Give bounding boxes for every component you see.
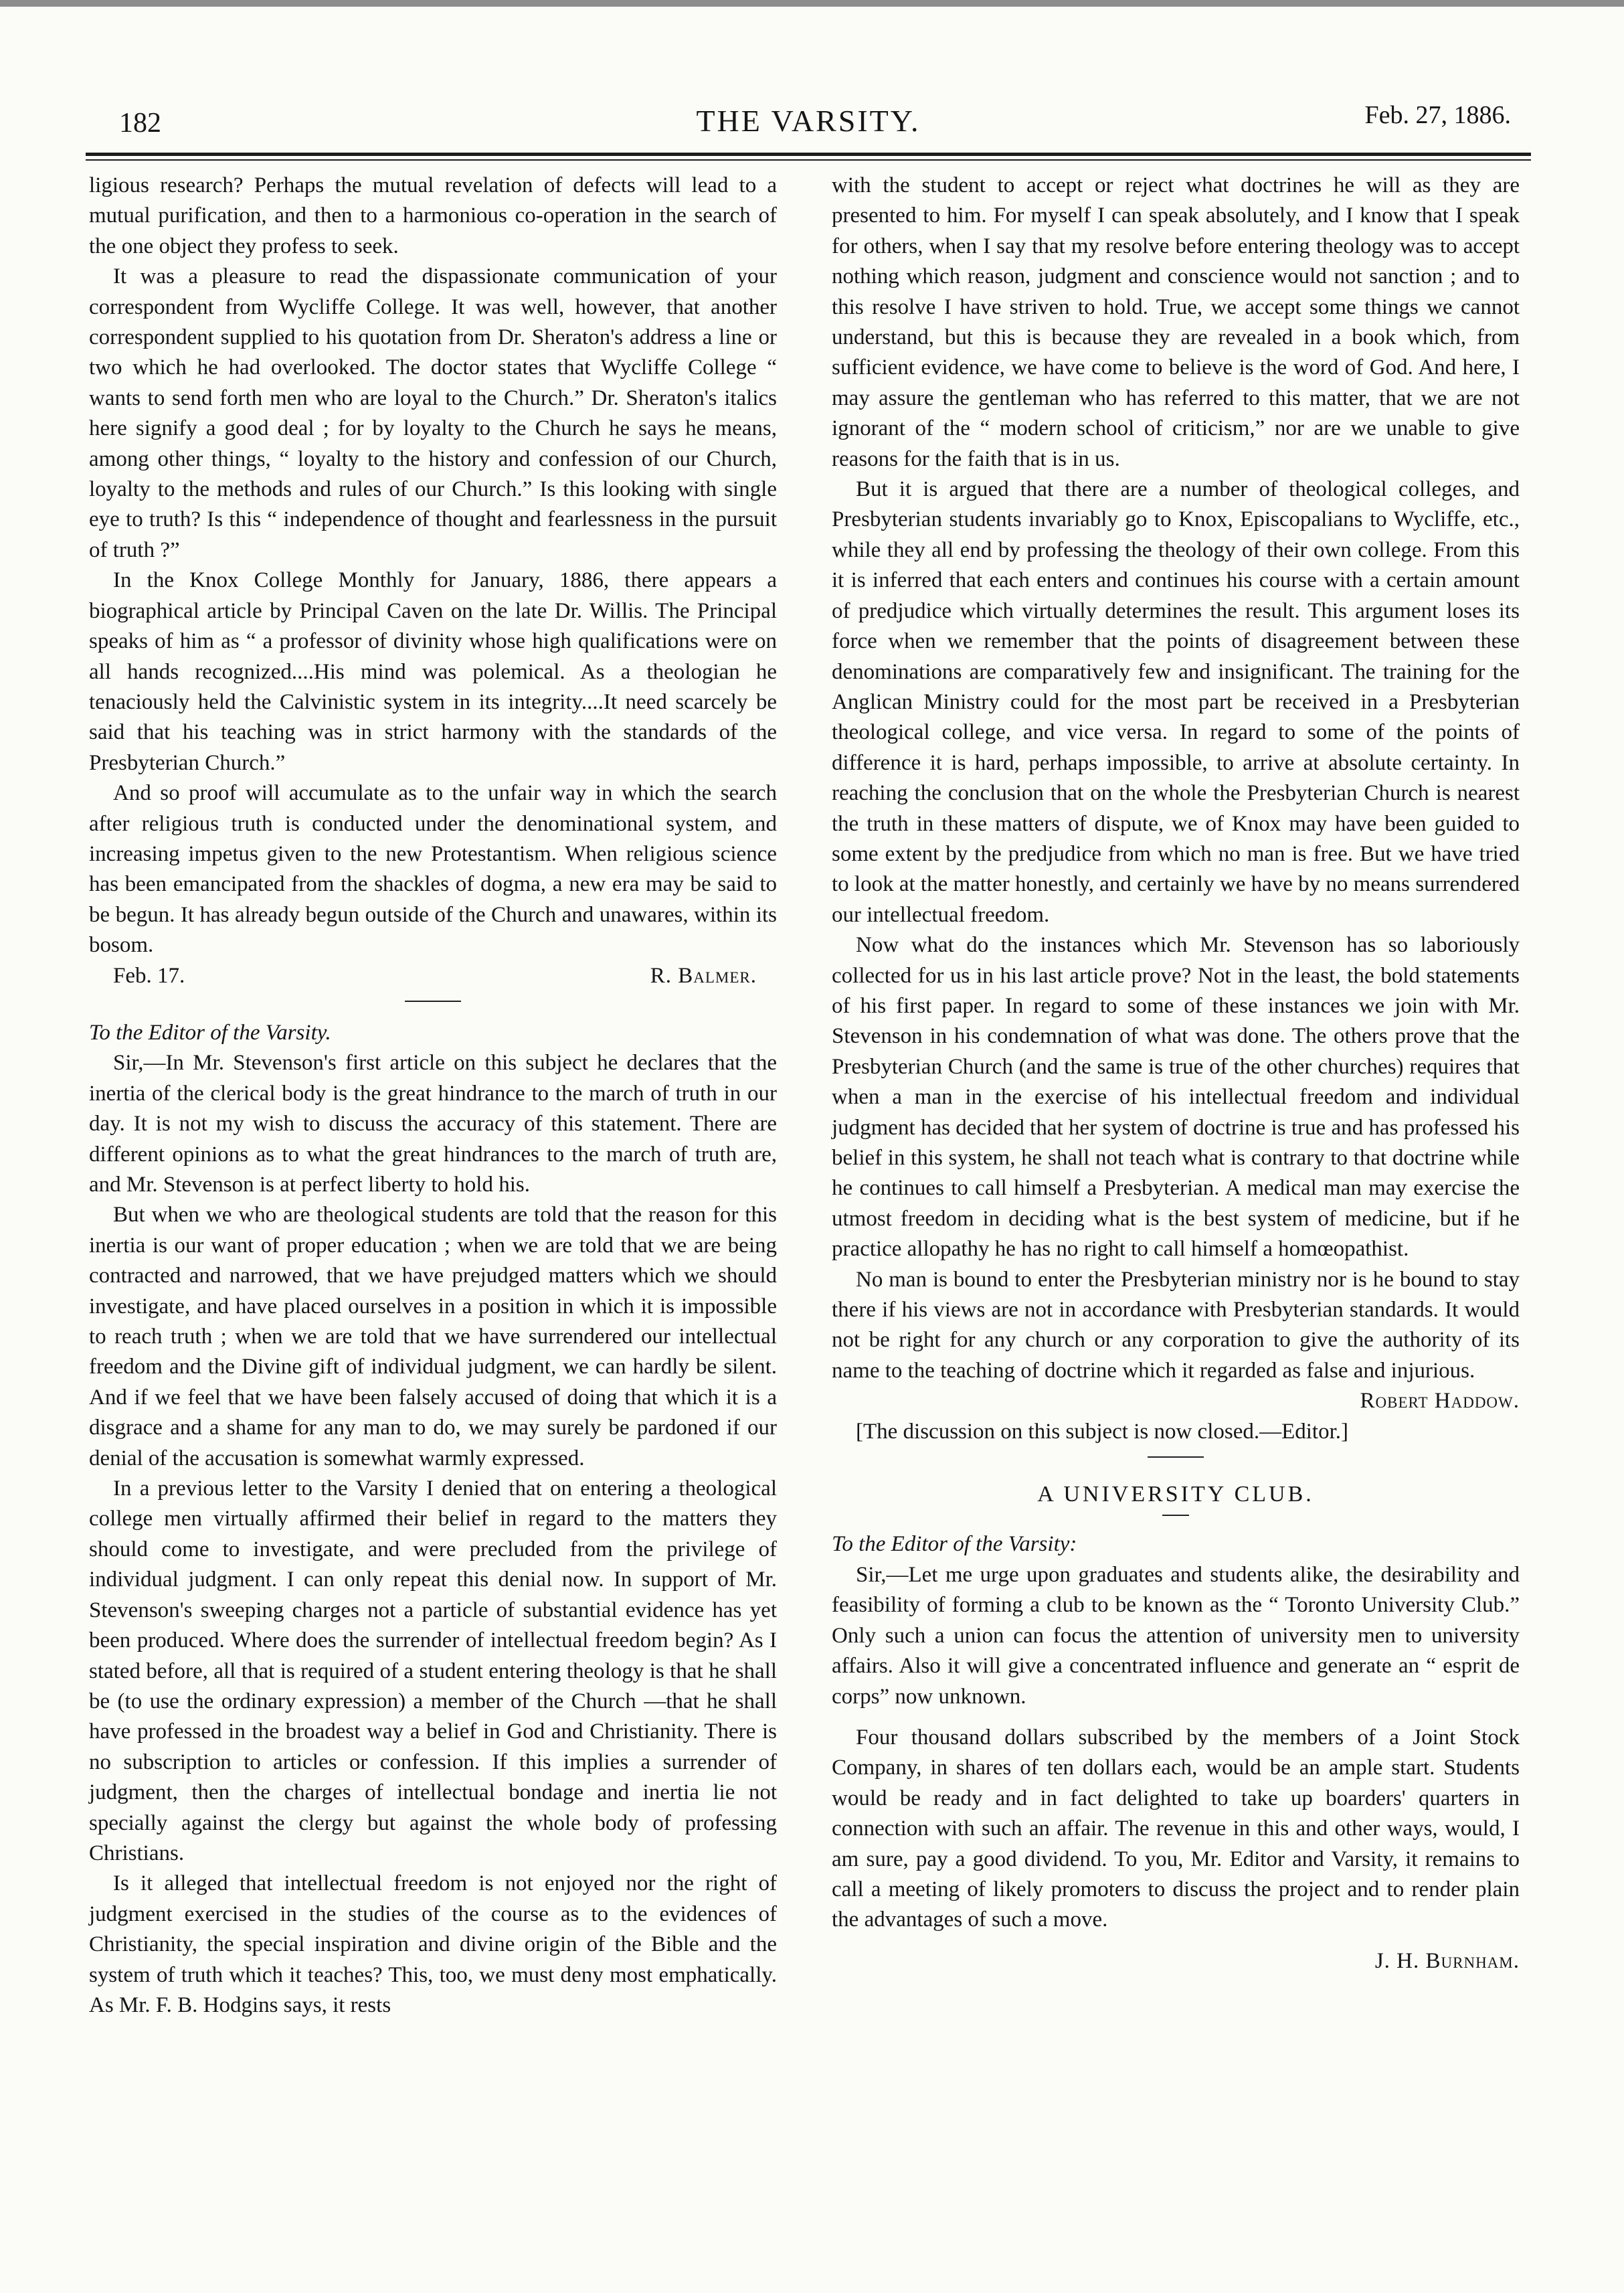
page-top-edge: [0, 0, 1624, 7]
left-paragraph: ligious research? Perhaps the mutual revelation of defects will lead to a mutual purification, and then to a harmonious co-operation in the search of the one object they profess to seek.: [89, 173, 777, 258]
page-header: [86, 94, 1531, 147]
right-paragraph: No man is bound to enter the Presbyterian ministry nor is he bound to stay there if his views are not in accordance with Presbyterian standards. It would not be right for any church or any corporation to give the authority of its name to the teaching of doctrine which it regarded as false and injurious.: [832, 1267, 1520, 1383]
letter-salutation: To the Editor of the Varsity.: [89, 1020, 331, 1045]
left-paragraph: Sir,—In Mr. Stevenson's first article on this subject he declares that the inertia of the clerical body is the great hindrance to the march of truth in our day. It is not my wish to discuss the accuracy of this statement. There are different opinions as to what the great hindrances to the march of truth are, and Mr. Stevenson is at perfect liberty to hold his.: [89, 1051, 777, 1197]
left-paragraph: In the Knox College Monthly for January, 1886, there appears a biographical article by Principal Caven on the late Dr. Willis. The Principal speaks of him as “ a professor of divinity whose high qualifications were on all hands recognized....His mind was polemical. As a theologian he tenaciously held the Calvinistic system in its integrity....It need scarcely be said that his teaching was in strict harmony with the standards of the Presbyterian Church.”: [89, 568, 777, 775]
page-number: 182: [119, 108, 161, 139]
right-paragraph: Sir,—Let me urge upon graduates and students alike, the desirability and feasibility of forming a club to be known as the “ Toronto University Club.” Only such a union can focus the attention of university men to university affairs. Also it will give a concentrated influence and generate an “ esprit de corps” now unknown.: [832, 1562, 1520, 1709]
right-paragraph: Now what do the instances which Mr. Stevenson has so laboriously collected for us in his last article prove? Not in the least, the bold statements of his first paper. In regard to some of these instances we join with Mr. Stevenson in his condemnation of what was done. The others prove that the Presbyterian Church (and the same is true of the other churches) requires that when a man in the exercise of his intellectual freedom and individual judgment has decided that her system of doctrine is true and has professed his belief in this system, he shall not teach what is contrary to that doctrine while he continues to call himself a Presbyterian. A medical man may exercise the utmost freedom in deciding what is the best system of medicine, but if he practice allopathy he has no right to call himself a homœopathist.: [832, 933, 1520, 1262]
header-rule-thick: [86, 153, 1531, 156]
paragraph-gap: [832, 1936, 1520, 1946]
left-column: [89, 171, 777, 2021]
header-rule-thin: [86, 159, 1531, 161]
right-paragraph: with the student to accept or reject what doctrines he will as they are presented to him. For myself I can speak absolutely, and I know that I speak for others, when I say that my resolve before entering theology was to accept nothing which reason, judgment and conscience would not sanction ; and to this resolve I have striven to hold. True, we accept some things we cannot understand, but this is because they are revealed in a book which, from sufficient evidence, we have come to believe is the word of God. And here, I may assure the gentleman who has referred to this matter, that we are not ignorant of the “ modern school of criticism,” nor are we unable to give reasons for the faith that is in us.: [832, 173, 1520, 471]
left-paragraph: In a previous letter to the Varsity I denied that on entering a theological college men virtually affirmed their belief in regard to the matters they should come to investigate, and were precluded from the privilege of individual judgment. I can only repeat this denial now. In support of Mr. Stevenson's sweeping charges not a particle of substantial evidence has yet been produced. Where does the surrender of intellectual freedom begin? As I stated before, all that is required of a student entering theology is that he shall be (to use the ordinary expression) a member of the Church —that he shall have professed in the broadest way a belief in God and Christianity. There is no subscription to articles or confession. If this implies a surrender of judgment, then the charges of intellectual bondage and inertia lie not specially against the clergy but against the whole body of professing Christians.: [89, 1476, 777, 1865]
letter-signature: Robert Haddow.: [1360, 1389, 1520, 1414]
letter-signature: J. H. Burnham.: [1374, 1948, 1520, 1973]
paragraph-gap: [832, 1712, 1520, 1723]
left-paragraph: Is it alleged that intellectual freedom is not enjoyed nor the right of judgment exercised in the studies of the course as to the evidences of Christianity, the special inspiration and divine origin of the Bible and the system of truth which it teaches? This, too, we must deny most emphatically. As Mr. F. B. Hodgins says, it rests: [89, 1871, 777, 2017]
letter-signature: R. Balmer.: [650, 963, 757, 988]
letter-salutation: To the Editor of the Varsity:: [832, 1532, 1077, 1557]
left-paragraph: And so proof will accumulate as to the unfair way in which the search after religious truth is conducted under the denominational system, and increasing impetus given to the new Protestantism. When religious science has been emancipated from the shackles of dogma, a new era may be said to be begun. It has already begun outside of the Church and unawares, within its bosom.: [89, 781, 777, 958]
section-divider: [1148, 1456, 1204, 1458]
heading-divider: [1162, 1515, 1189, 1516]
paper-title: THE VARSITY.: [696, 104, 921, 138]
left-paragraph: But when we who are theological students are told that the reason for this inertia is our want of proper education ; when we are told that we are being contracted and narrowed, that we have prejudged matters which we should investigate, and have placed ourselves in a position in which it is impossible to reach truth ; when we are told that we have surrendered our intellectual freedom and the Divine gift of individual judgment, we can hardly be silent. And if we feel that we have been falsely accused of doing that which it is a disgrace and a shame for any man to do, we may surely be pardoned if our denial of the accusation is somewhat warmly expressed.: [89, 1203, 777, 1470]
right-column: [832, 171, 1520, 1976]
left-paragraph: It was a pleasure to read the dispassionate communication of your correspondent from Wycliffe College. It was well, however, that another correspondent supplied to his quotation from Dr. Sheraton's address a line or two which he had overlooked. The doctor states that Wycliffe College “ wants to send forth men who are loyal to the Church.” Dr. Sheraton's italics here signify a good deal ; for by loyalty to the Church he says he means, among other things, “ loyalty to the history and confession of our Church, loyalty to the methods and rules of our Church.” Is this looking with single eye to truth? Is this “ independence of thought and fearlessness in the pursuit of truth ?”: [89, 264, 777, 562]
letter-date: Feb. 17.: [113, 963, 185, 988]
editor-note: [The discussion on this subject is now closed.—Editor.]: [856, 1419, 1349, 1444]
section-divider: [405, 1001, 461, 1002]
letter-signature-row: [89, 961, 777, 991]
right-paragraph: But it is argued that there are a number of theological colleges, and Presbyterian students invariably go to Knox, Episcopalians to Wycliffe, etc., while they all end by professing the theology of their own college. From this it is inferred that each enters and continues his course with a certain amount of predjudice which virtually determines the result. This argument loses its force when we remember that the points of disagreement between these denominations are comparatively few and insignificant. The training for the Anglican Ministry could for the most part be received in a Presbyterian theological college, and vice versa. In regard to some of the points of difference it is hard, perhaps impossible, to arrive at absolute certainty. In reaching the conclusion that on the whole the Presbyterian Church is nearest the truth in these matters of dispute, we of Knox may have been guided to some extent by the predjudice from which no man is free. But we have tried to look at the matter honestly, and certainly we have by no means surrendered our intellectual freedom.: [832, 477, 1520, 927]
issue-date: Feb. 27, 1886.: [1364, 101, 1511, 129]
article-heading: A UNIVERSITY CLUB.: [1037, 1482, 1314, 1507]
right-paragraph: Four thousand dollars subscribed by the members of a Joint Stock Company, in shares of ten dollars each, would be an ample start. Students would be ready and in fact delighted to take up boarders' quarters in connection with such an affair. The revenue in this and other ways, would, I am sure, pay a good dividend. To you, Mr. Editor and Varsity, it remains to call a meeting of likely promoters to discuss the project and to render plain the advantages of such a move.: [832, 1725, 1520, 1932]
